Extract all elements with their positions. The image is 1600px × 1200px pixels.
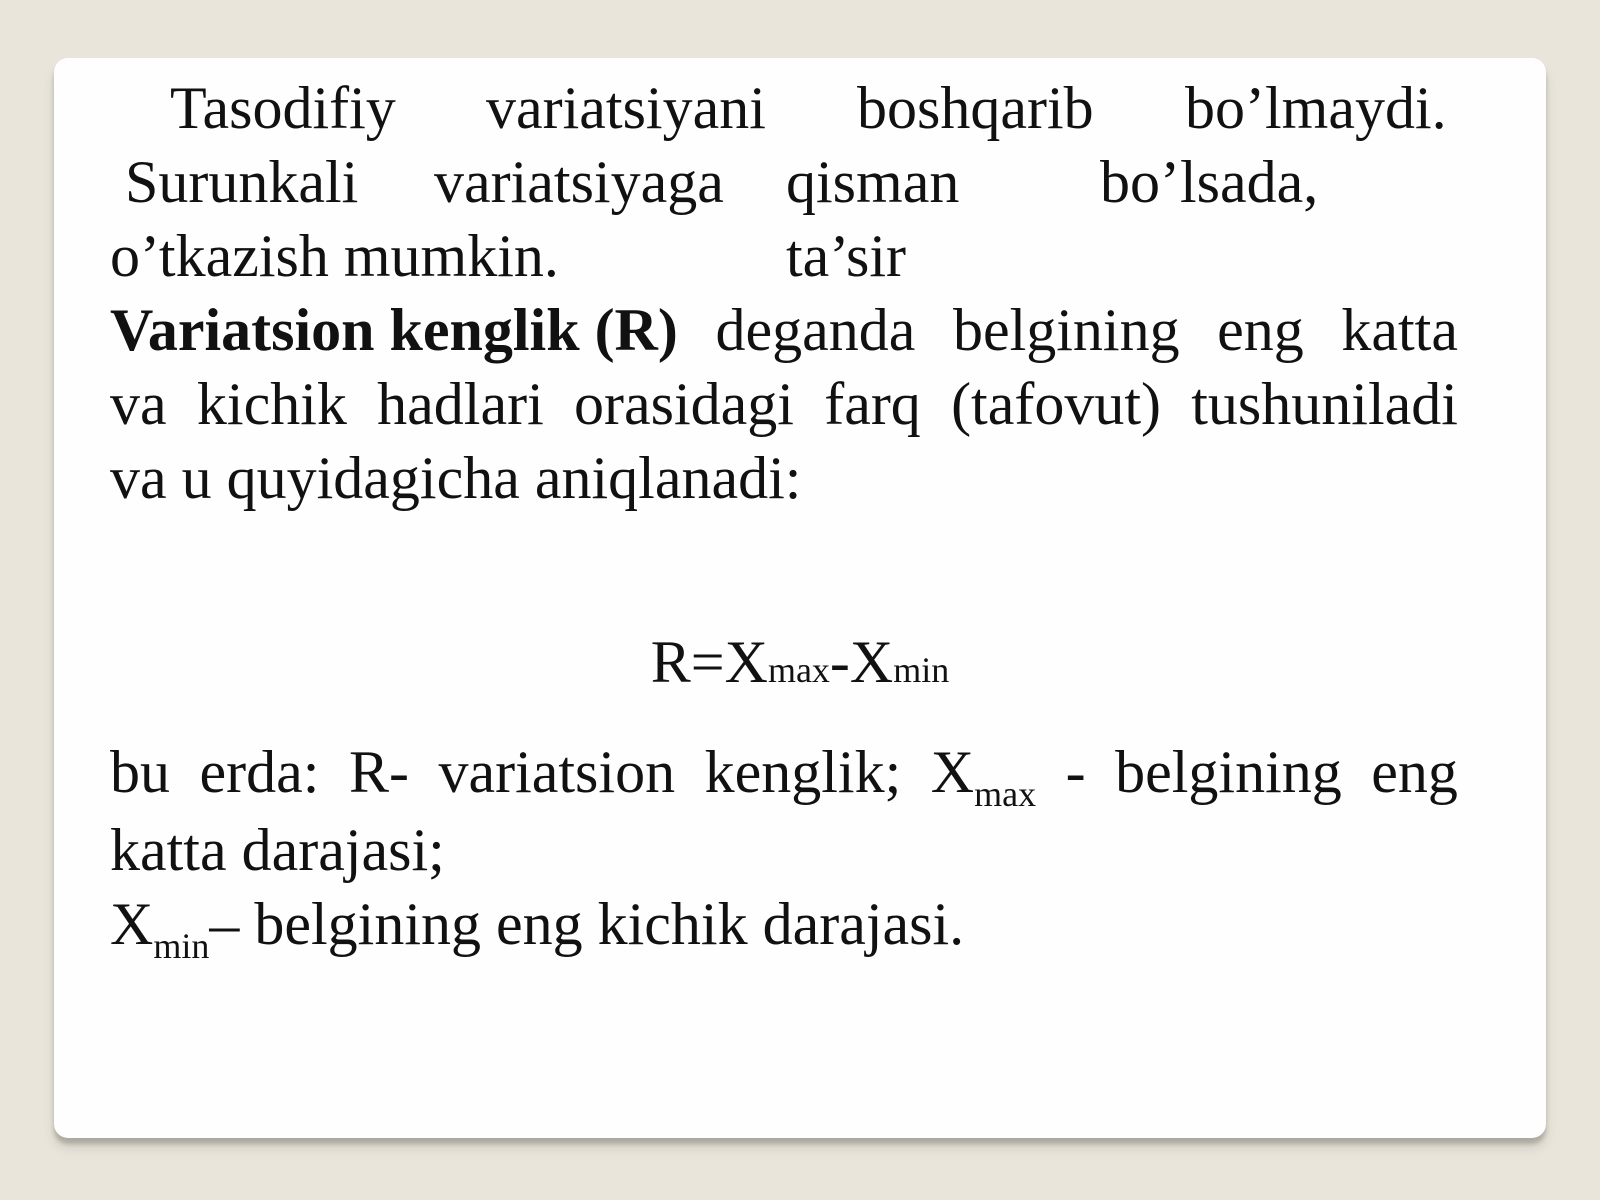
formula-lhs: R=X <box>650 629 768 695</box>
definition-line-3: va u quyidagicha aniqlanadi: <box>110 445 802 511</box>
word: bu <box>110 739 170 805</box>
text-line-1 <box>54 72 1546 144</box>
word: va <box>110 371 167 437</box>
explanation-line-2: katta darajasi; <box>110 817 445 883</box>
word: kenglik; <box>704 739 902 805</box>
word: R- <box>348 739 409 805</box>
word: qisman <box>786 149 960 215</box>
word: hadlari <box>377 371 544 437</box>
formula <box>54 626 1546 706</box>
explanation-line-3 <box>110 888 964 968</box>
formula-sub-min: min <box>893 650 950 690</box>
word: ta’sir <box>786 223 906 289</box>
x-max-symbol <box>931 736 1036 816</box>
word: - <box>1065 739 1086 805</box>
word: bo’lsada, <box>1100 149 1319 215</box>
word: belgining <box>1115 739 1342 805</box>
word: Tasodifiy <box>170 75 396 141</box>
word: deganda <box>715 297 916 363</box>
word: bo’lmaydi. <box>1185 75 1447 141</box>
word: eng <box>1371 739 1458 805</box>
word: katta <box>1341 297 1458 363</box>
word: belgining <box>952 297 1180 363</box>
word: variatsion <box>438 739 676 805</box>
text-line-3 <box>54 220 1546 292</box>
explanation-tail: – belgining eng kichik darajasi. <box>209 891 965 957</box>
x-letter: X <box>930 739 975 805</box>
definition-line-2 <box>110 368 1458 440</box>
definition-term: Variatsion kenglik (R) <box>110 297 678 363</box>
word: (tafovut) <box>951 371 1161 437</box>
text-line-2 <box>54 146 1546 218</box>
x-sub-min: min <box>153 926 210 966</box>
word: kichik <box>196 371 347 437</box>
word: eng <box>1217 297 1304 363</box>
x-letter: X <box>110 891 154 957</box>
formula-sub-max: max <box>767 650 830 690</box>
word: tushuniladi <box>1191 371 1458 437</box>
word: boshqarib <box>857 75 1094 141</box>
explanation-line-1 <box>110 736 1458 816</box>
word: variatsiyani <box>486 75 766 141</box>
formula-minus: -X <box>829 629 894 695</box>
word: erda: <box>199 739 320 805</box>
word: orasidagi <box>574 371 794 437</box>
word: variatsiyaga <box>434 149 724 215</box>
word: o’tkazish mumkin. <box>110 223 559 289</box>
slide-card <box>54 58 1546 1138</box>
word: Surunkali <box>125 149 359 215</box>
x-sub-max: max <box>974 774 1037 814</box>
word: farq <box>824 371 921 437</box>
definition-line-1 <box>110 294 1458 366</box>
